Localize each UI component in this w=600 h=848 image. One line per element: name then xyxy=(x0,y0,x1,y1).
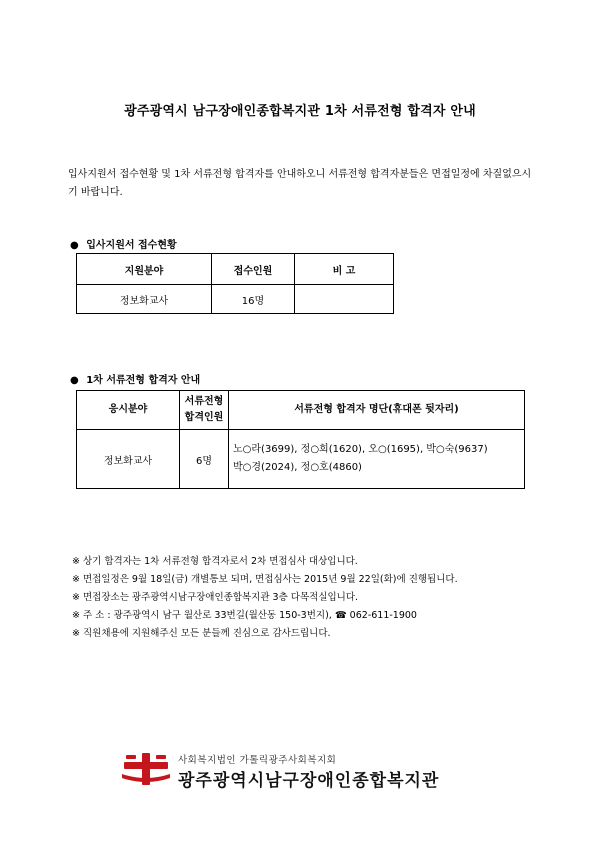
note-item: ※ 상기 합격자는 1차 서류전형 합격자로서 2차 면접심사 대상입니다. xyxy=(72,556,358,567)
footer-org-name: 광주광역시남구장애인종합복지관 xyxy=(178,771,440,791)
note-item: ※ 주 소 : 광주광역시 남구 월산로 33번길(월산동 150-3번지), ☎ 062-611-1900 xyxy=(72,610,417,621)
page-title: 광주광역시 남구장애인종합복지관 1차 서류전형 합격자 안내 xyxy=(124,104,476,119)
cell-note xyxy=(295,285,394,314)
note-item: ※ 면접장소는 광주광역시남구장애인종합복지관 3층 다목적실입니다. xyxy=(72,592,359,603)
table-header-row xyxy=(77,391,525,430)
footer-subtitle: 사회복지법인 가톨릭광주사회복지회 xyxy=(178,755,337,766)
note-item: ※ 직원채용에 지원해주신 모든 분들께 진심으로 감사드립니다. xyxy=(72,628,331,639)
cell-field: 정보화교사 xyxy=(77,285,212,314)
organization-logo-icon xyxy=(120,752,172,786)
section-heading-results xyxy=(70,371,200,386)
cell-count: 6명 xyxy=(180,430,229,489)
section-heading-applications xyxy=(70,236,177,251)
header-line: 서류전형 xyxy=(184,396,224,407)
section-heading-label: 1차 서류전형 합격자 안내 xyxy=(86,375,201,386)
column-header-names: 서류전형 합격자 명단(휴대폰 뒷자리) xyxy=(229,391,525,430)
table-header-row xyxy=(77,254,394,285)
column-header-note: 비 고 xyxy=(295,254,394,285)
header-line: 합격인원 xyxy=(184,412,224,423)
table-row xyxy=(77,285,394,314)
column-header-pass-count xyxy=(180,391,229,430)
cell-count: 16명 xyxy=(212,285,295,314)
names-line: 노○라(3699), 정○희(1620), 오○(1695), 박○숙(9637) xyxy=(233,444,488,455)
column-header-count: 접수인원 xyxy=(212,254,295,285)
bullet-icon: ● xyxy=(70,240,79,251)
names-line: 박○경(2024), 정○호(4860) xyxy=(233,462,362,473)
cell-field: 정보화교사 xyxy=(77,430,180,489)
intro-text: 입사지원서 접수현황 및 1차 서류전형 합격자를 안내하오니 서류전형 합격자분들은 면접일정에 차질없으시기 바랍니다. xyxy=(68,169,532,198)
section-heading-label: 입사지원서 접수현황 xyxy=(86,240,177,251)
note-item: ※ 면접일정은 9월 18일(금) 개별통보 되며, 면접심사는 2015년 9월 22일(화)에 진행됩니다. xyxy=(72,574,458,585)
results-table xyxy=(76,390,525,489)
notes-list xyxy=(72,553,552,643)
column-header-field: 지원분야 xyxy=(77,254,212,285)
applications-table xyxy=(76,253,394,314)
column-header-field: 응시분야 xyxy=(77,391,180,430)
cell-names xyxy=(229,430,525,489)
bullet-icon: ● xyxy=(70,375,79,386)
table-row xyxy=(77,430,525,489)
